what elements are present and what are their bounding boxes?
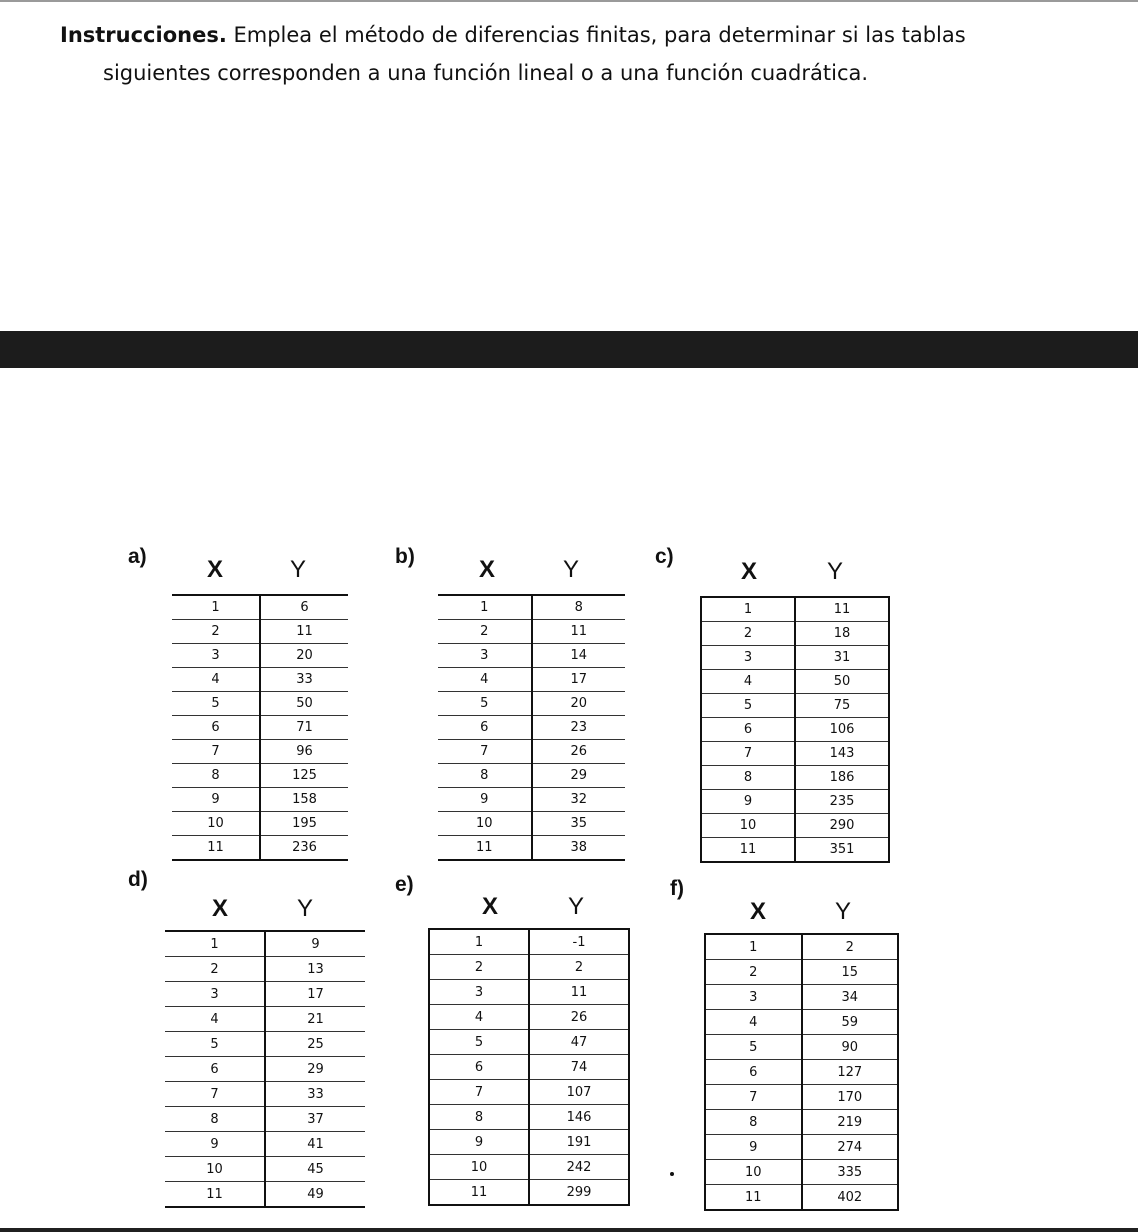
y-cell: 186: [795, 766, 889, 790]
table-c-y-header: Y: [826, 558, 843, 585]
table-row: [438, 716, 625, 740]
table-row: [701, 597, 889, 622]
table-a-label: a): [128, 545, 147, 568]
table-row: [701, 646, 889, 670]
y-cell: 11: [795, 597, 889, 622]
y-cell: 127: [802, 1060, 899, 1085]
y-cell: -1: [529, 929, 629, 955]
y-cell: 32: [532, 788, 626, 812]
x-cell: 6: [438, 716, 532, 740]
table-row: [438, 692, 625, 716]
x-cell: 6: [429, 1055, 529, 1080]
x-cell: 7: [429, 1080, 529, 1105]
bottom-border-line: [0, 1228, 1138, 1232]
y-cell: 106: [795, 718, 889, 742]
x-cell: 9: [701, 790, 795, 814]
x-cell: 5: [165, 1032, 265, 1057]
table-row: [165, 957, 365, 982]
x-cell: 11: [705, 1185, 802, 1211]
y-cell: 351: [829, 842, 855, 857]
table-d-y-header: Y: [296, 895, 313, 922]
x-cell: 10: [705, 1160, 802, 1185]
table-row: [172, 668, 348, 692]
y-cell: 26: [529, 1005, 629, 1030]
x-cell: 5: [172, 692, 260, 716]
x-cell: 2: [172, 620, 260, 644]
y-cell: 75: [795, 694, 889, 718]
x-cell: 6: [172, 716, 260, 740]
y-cell: 47: [529, 1030, 629, 1055]
y-cell: 236: [292, 840, 317, 855]
x-cell: 2: [429, 955, 529, 980]
table-row: [701, 718, 889, 742]
x-cell: 10: [701, 814, 795, 838]
x-cell: 8: [438, 764, 532, 788]
x-cell: 6: [165, 1057, 265, 1082]
table-e: [428, 928, 630, 1206]
x-cell: 2: [165, 957, 265, 982]
y-cell: 274: [802, 1135, 899, 1160]
table-row: [701, 694, 889, 718]
x-cell: 1: [438, 595, 532, 620]
table-row: [165, 1032, 365, 1057]
y-cell: 90: [802, 1035, 899, 1060]
y-cell: 50: [795, 670, 889, 694]
instructions-label: Instrucciones.: [60, 23, 227, 47]
y-cell: 21: [265, 1007, 365, 1032]
table-row: [429, 955, 629, 980]
x-cell: 9: [705, 1135, 802, 1160]
table-f-label: f): [670, 877, 684, 900]
table-row: [429, 1155, 629, 1180]
x-cell: 11: [165, 1182, 265, 1208]
table-row: [705, 1085, 898, 1110]
y-cell: 299: [566, 1184, 592, 1200]
x-cell: 5: [701, 694, 795, 718]
y-cell: 2: [802, 934, 899, 960]
x-cell: 11: [701, 838, 795, 863]
x-cell: 8: [165, 1107, 265, 1132]
y-cell: 59: [802, 1010, 899, 1035]
table-row: [438, 595, 625, 620]
table-row: [172, 740, 348, 764]
y-cell: 17: [532, 668, 626, 692]
x-cell: 3: [165, 982, 265, 1007]
x-cell: 8: [705, 1110, 802, 1135]
table-a: [172, 594, 348, 861]
table-c-x-header: X: [740, 558, 757, 585]
y-cell: 20: [260, 644, 348, 668]
table-row: [438, 836, 625, 861]
x-cell: 1: [705, 934, 802, 960]
y-cell: 50: [260, 692, 348, 716]
y-cell: 146: [529, 1105, 629, 1130]
table-row: [165, 1132, 365, 1157]
table-row: [172, 716, 348, 740]
table-row: [701, 622, 889, 646]
x-cell: 9: [429, 1130, 529, 1155]
x-cell: 9: [172, 788, 260, 812]
x-cell: 10: [172, 812, 260, 836]
y-cell: 29: [532, 764, 626, 788]
instructions-paragraph: [60, 16, 1060, 92]
table-row: [705, 1010, 898, 1035]
x-cell: 1: [165, 931, 265, 957]
y-cell: 158: [260, 788, 348, 812]
y-cell: 195: [260, 812, 348, 836]
y-cell: 143: [795, 742, 889, 766]
x-cell: 10: [438, 812, 532, 836]
x-cell: 4: [429, 1005, 529, 1030]
table-d-label: d): [128, 868, 148, 891]
x-cell: 6: [705, 1060, 802, 1085]
table-row: [701, 814, 889, 838]
y-cell: 13: [265, 957, 365, 982]
y-cell: 6: [260, 595, 348, 620]
table-row: [705, 1185, 898, 1211]
table-row: [165, 931, 365, 957]
table-row: [438, 668, 625, 692]
x-cell: 3: [438, 644, 532, 668]
x-cell: 5: [438, 692, 532, 716]
table-d-x-header: X: [211, 895, 228, 922]
table-row: [701, 790, 889, 814]
x-cell: 7: [705, 1085, 802, 1110]
x-cell: 1: [429, 929, 529, 955]
table-row: [165, 1007, 365, 1032]
instructions-line-2: siguientes corresponden a una función lineal o a una función cuadrática.: [103, 61, 869, 85]
table-row: [172, 620, 348, 644]
y-cell: 8: [532, 595, 626, 620]
x-cell: 4: [172, 668, 260, 692]
table-row: [705, 1035, 898, 1060]
x-cell: 10: [165, 1157, 265, 1182]
y-cell: 11: [529, 980, 629, 1005]
table-b-y-header: Y: [562, 556, 579, 583]
y-cell: 2: [529, 955, 629, 980]
x-cell: 11: [429, 1180, 529, 1206]
top-border-line: [0, 0, 1138, 2]
y-cell: 41: [265, 1132, 365, 1157]
x-cell: 7: [438, 740, 532, 764]
x-cell: 10: [429, 1155, 529, 1180]
x-cell: 8: [701, 766, 795, 790]
table-row: [705, 1110, 898, 1135]
instructions-line-1: Emplea el método de diferencias finitas, para determinar si las tablas: [226, 23, 966, 47]
table-c-label: c): [655, 545, 674, 568]
table-row: [429, 980, 629, 1005]
table-f-x-header: X: [749, 898, 766, 925]
x-cell: 1: [172, 595, 260, 620]
y-cell: 9: [265, 931, 365, 957]
table-row: [705, 1160, 898, 1185]
table-row: [172, 764, 348, 788]
table-b-x-header: X: [478, 556, 495, 583]
table-row: [705, 1060, 898, 1085]
y-cell: 219: [802, 1110, 899, 1135]
y-cell: 170: [802, 1085, 899, 1110]
x-cell: 3: [429, 980, 529, 1005]
y-cell: 235: [795, 790, 889, 814]
table-e-x-header: X: [481, 893, 498, 920]
x-cell: 9: [165, 1132, 265, 1157]
table-row: [165, 982, 365, 1007]
table-row: [705, 934, 898, 960]
table-row: [429, 1180, 629, 1206]
x-cell: 3: [705, 985, 802, 1010]
y-cell: 45: [265, 1157, 365, 1182]
table-row: [165, 1182, 365, 1208]
y-cell: 191: [529, 1130, 629, 1155]
y-cell: 335: [802, 1160, 899, 1185]
table-row: [701, 742, 889, 766]
y-cell: 402: [837, 1189, 863, 1205]
x-cell: 5: [429, 1030, 529, 1055]
table-b: [438, 594, 625, 861]
table-e-y-header: Y: [567, 893, 584, 920]
table-row: [165, 1157, 365, 1182]
table-d: [165, 930, 365, 1208]
x-cell: 5: [705, 1035, 802, 1060]
table-row: [429, 1080, 629, 1105]
y-cell: 35: [532, 812, 626, 836]
table-row: [438, 812, 625, 836]
y-cell: 37: [265, 1107, 365, 1132]
y-cell: 125: [260, 764, 348, 788]
y-cell: 33: [260, 668, 348, 692]
x-cell: 3: [701, 646, 795, 670]
table-row: [165, 1107, 365, 1132]
y-cell: 38: [570, 840, 588, 855]
x-cell: 7: [172, 740, 260, 764]
table-row: [701, 838, 889, 863]
y-cell: 17: [265, 982, 365, 1007]
y-cell: 29: [265, 1057, 365, 1082]
x-cell: 4: [705, 1010, 802, 1035]
x-cell: 3: [172, 644, 260, 668]
x-cell: 7: [165, 1082, 265, 1107]
table-row: [438, 740, 625, 764]
table-row: [172, 692, 348, 716]
y-cell: 15: [802, 960, 899, 985]
table-a-x-header: X: [206, 556, 223, 583]
x-cell: 4: [701, 670, 795, 694]
table-row: [172, 788, 348, 812]
table-row: [429, 1005, 629, 1030]
y-cell: 26: [532, 740, 626, 764]
table-row: [438, 644, 625, 668]
table-row: [438, 788, 625, 812]
y-cell: 242: [529, 1155, 629, 1180]
table-row: [429, 1030, 629, 1055]
table-row: [438, 764, 625, 788]
x-cell: 11: [172, 836, 260, 861]
table-row: [429, 929, 629, 955]
y-cell: 71: [260, 716, 348, 740]
y-cell: 25: [265, 1032, 365, 1057]
x-cell: 4: [165, 1007, 265, 1032]
table-row: [429, 1105, 629, 1130]
table-row: [429, 1055, 629, 1080]
table-c: [700, 596, 890, 863]
y-cell: 18: [795, 622, 889, 646]
x-cell: 7: [701, 742, 795, 766]
x-cell: 4: [438, 668, 532, 692]
black-separator-band: [0, 331, 1138, 368]
x-cell: 2: [705, 960, 802, 985]
table-row: [705, 985, 898, 1010]
x-cell: 11: [438, 836, 532, 861]
table-row: [705, 960, 898, 985]
table-row: [172, 812, 348, 836]
y-cell: 23: [532, 716, 626, 740]
table-a-y-header: Y: [289, 556, 306, 583]
y-cell: 20: [532, 692, 626, 716]
y-cell: 74: [529, 1055, 629, 1080]
x-cell: 8: [172, 764, 260, 788]
table-row: [705, 1135, 898, 1160]
y-cell: 34: [802, 985, 899, 1010]
table-row: [165, 1082, 365, 1107]
table-b-label: b): [395, 545, 415, 568]
x-cell: 1: [701, 597, 795, 622]
y-cell: 107: [529, 1080, 629, 1105]
table-row: [172, 836, 348, 861]
y-cell: 11: [532, 620, 626, 644]
table-row: [172, 644, 348, 668]
table-row: [438, 620, 625, 644]
table-row: [165, 1057, 365, 1082]
x-cell: 2: [701, 622, 795, 646]
table-f-y-header: Y: [834, 898, 851, 925]
table-row: [701, 670, 889, 694]
table-row: [172, 595, 348, 620]
y-cell: 31: [795, 646, 889, 670]
table-e-label: e): [395, 873, 414, 896]
x-cell: 2: [438, 620, 532, 644]
y-cell: 290: [795, 814, 889, 838]
table-row: [429, 1130, 629, 1155]
y-cell: 96: [260, 740, 348, 764]
y-cell: 11: [260, 620, 348, 644]
table-row: [701, 766, 889, 790]
x-cell: 9: [438, 788, 532, 812]
x-cell: 8: [429, 1105, 529, 1130]
y-cell: 49: [307, 1186, 324, 1202]
y-cell: 33: [265, 1082, 365, 1107]
y-cell: 14: [532, 644, 626, 668]
table-f: [704, 933, 899, 1211]
x-cell: 6: [701, 718, 795, 742]
stray-dot: [670, 1172, 674, 1176]
